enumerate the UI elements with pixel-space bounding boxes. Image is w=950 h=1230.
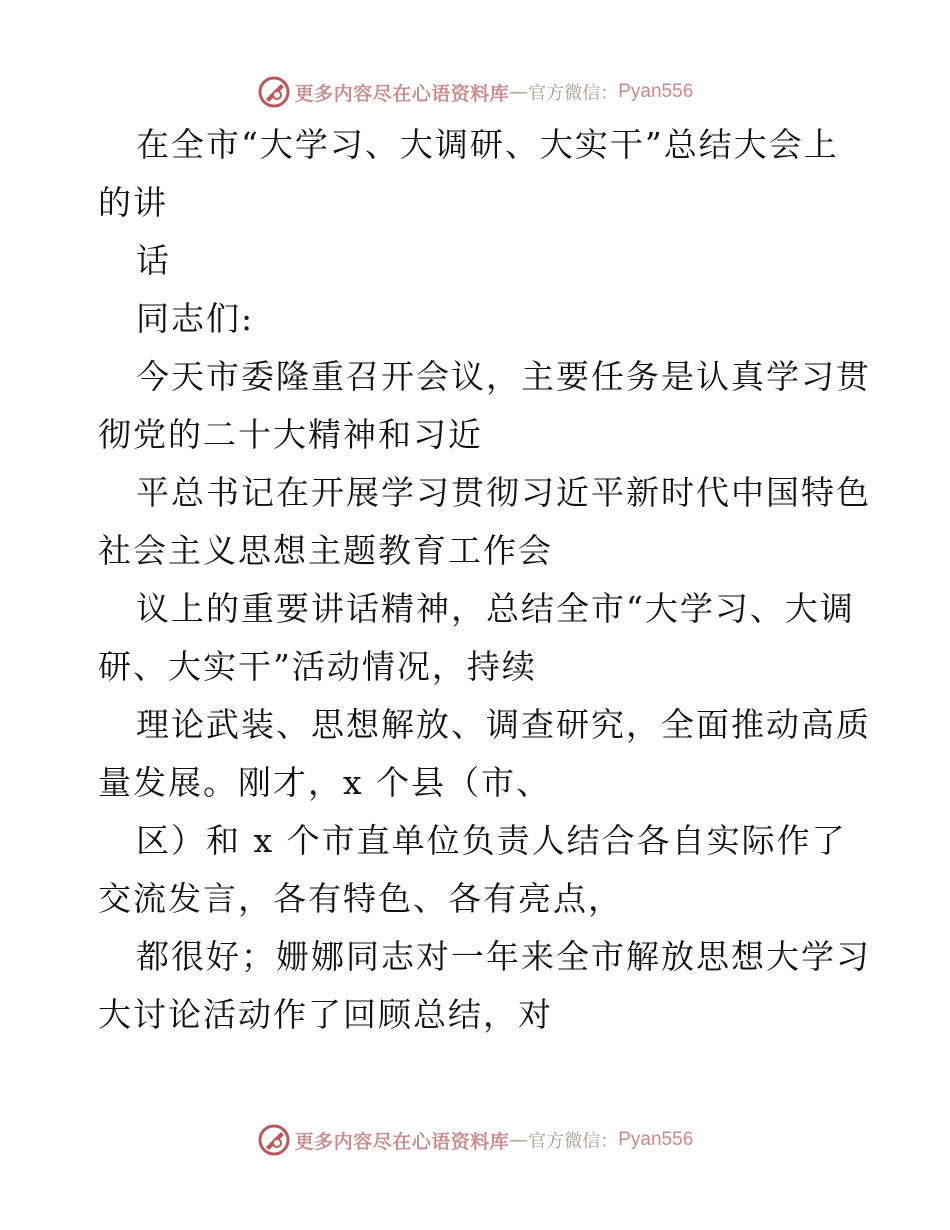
footer-watermark [0, 1120, 950, 1160]
doc-line: 都很好；姗娜同志对一年来全市解放思想大学习 [136, 937, 871, 976]
watermark-main-text: 更多内容尽在心语资料库 [294, 1130, 510, 1153]
doc-line: 理论武装、思想解放、调查研究，全面推动高质 [136, 705, 871, 744]
doc-line: 区）和 x 个市直单位负责人结合各自实际作了 [136, 821, 847, 860]
doc-line: 研、大实干”活动情况，持续 [98, 647, 537, 686]
header-watermark [0, 72, 950, 112]
doc-line: 在全市“大学习、大调研、大实干”总结大会上 [136, 125, 839, 164]
doc-line: 社会主义思想主题教育工作会 [98, 531, 553, 570]
watermark-sub-text: 官方微信： [528, 1131, 619, 1152]
brand-logo-icon [257, 75, 291, 109]
doc-line: 量发展。刚才，x 个县（市、 [98, 763, 552, 802]
doc-line: 议上的重要讲话精神，总结全市“大学习、大调 [136, 589, 855, 628]
doc-line: 彻党的二十大精神和习近 [98, 415, 483, 454]
watermark-wechat-id: Pyan556 [618, 1129, 694, 1150]
watermark-dash: — [509, 1129, 529, 1151]
doc-line: 大讨论活动作了回顾总结，对 [98, 995, 553, 1034]
doc-line: 平总书记在开展学习贯彻习近平新时代中国特色 [136, 473, 871, 512]
doc-line: 的讲 [98, 183, 168, 222]
brand-logo-icon [257, 1123, 291, 1157]
watermark-wechat-id: Pyan556 [618, 81, 694, 102]
watermark-main-text: 更多内容尽在心语资料库 [294, 82, 510, 105]
watermark-sub-text: 官方微信： [528, 83, 619, 104]
document-body [98, 116, 871, 1044]
doc-line: 交流发言，各有特色、各有亮点， [98, 879, 623, 918]
watermark-dash: — [509, 81, 529, 103]
doc-line: 话 [136, 241, 171, 280]
doc-line: 同志们: [136, 299, 255, 338]
doc-line: 今天市委隆重召开会议，主要任务是认真学习贯 [136, 357, 871, 396]
